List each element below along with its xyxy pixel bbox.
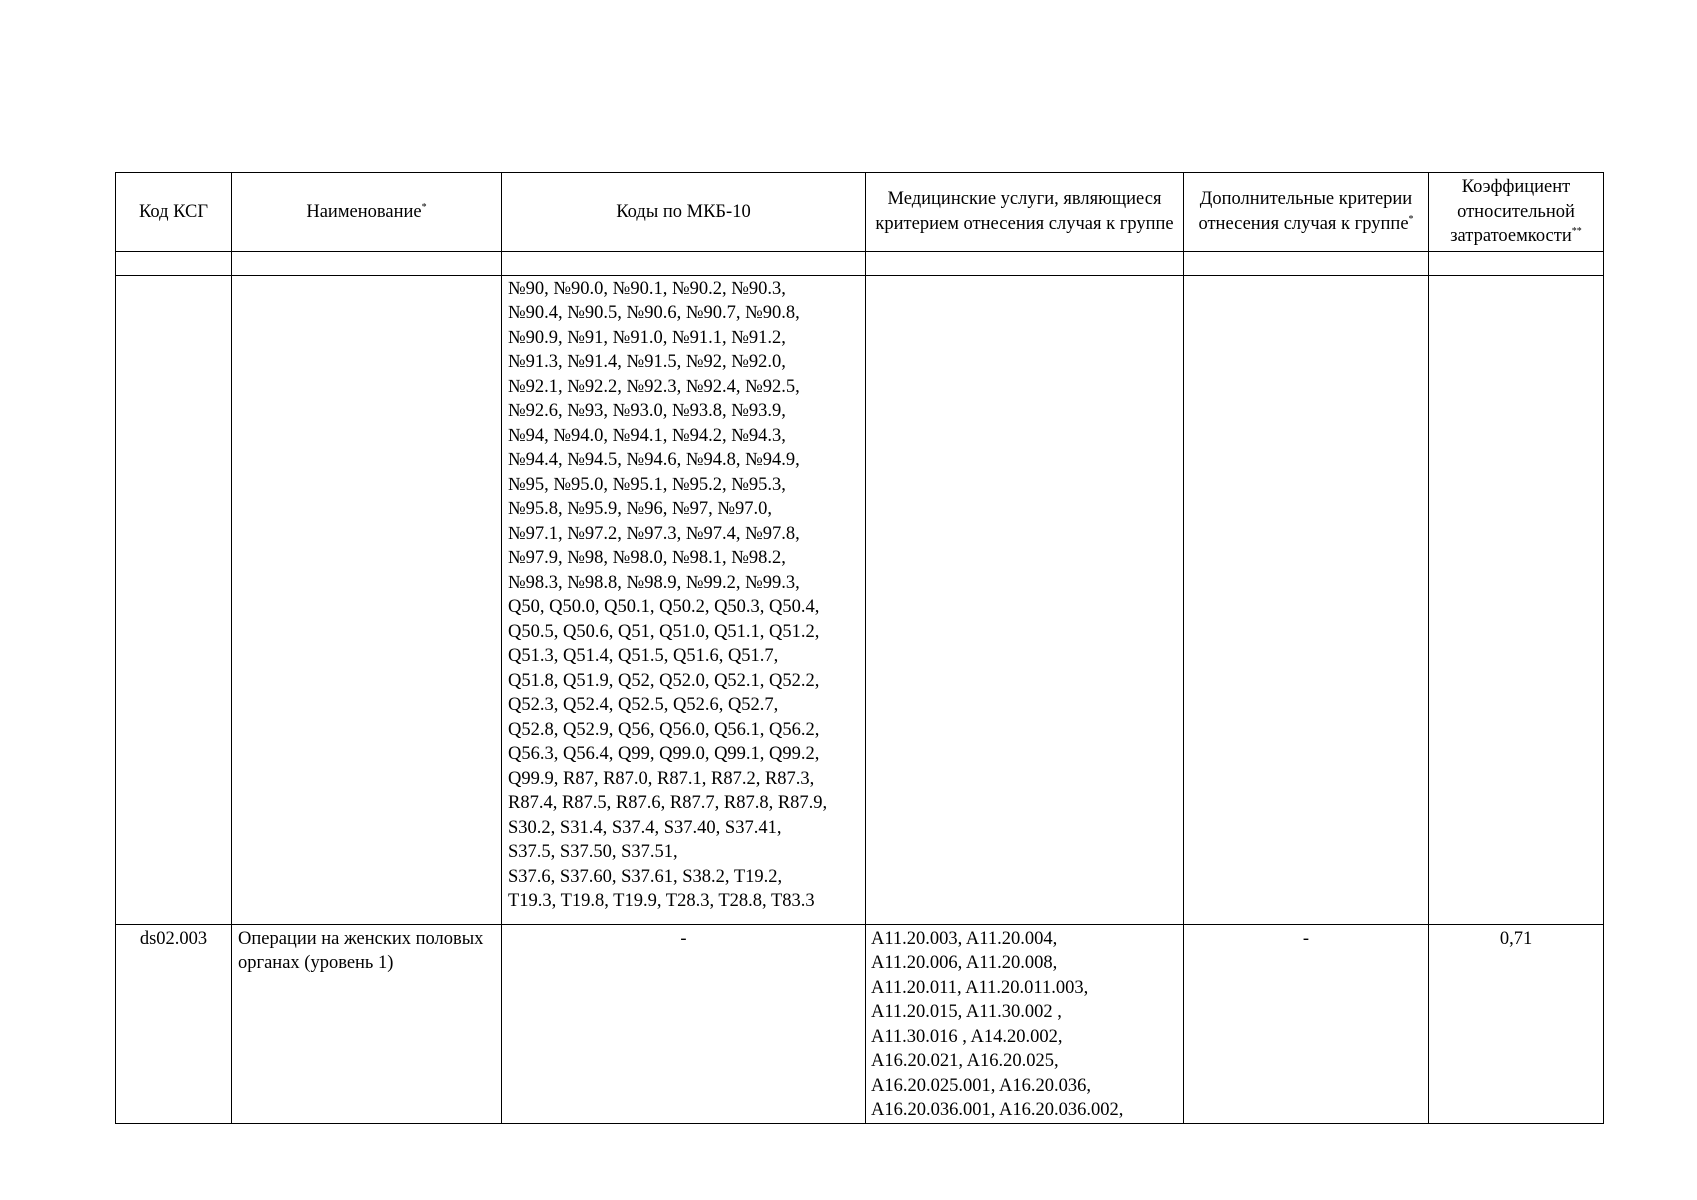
cell-mkb-codes: - — [502, 924, 866, 1123]
header-extra-criteria: Дополнительные критерии отнесения случая к группе* — [1184, 173, 1429, 252]
cell-ksg-code — [116, 275, 232, 924]
cell-name — [232, 275, 502, 924]
cell-mkb-codes: №90, №90.0, №90.1, №90.2, №90.3, №90.4, №90.5, №90.6, №90.7, №90.8, №90.9, №91, №91.0, №91.1, №91.2, №91.3, №91.4, №91.5, №92, №92.0, №92.1, №92.2, №92.3, №92.4, №92.5, №92.6, №93, №93.0, №93.8, №93.9, №94, №94.0, №94.1, №94.2, №94.3, №94.4, №94.5, №94.6, №94.8, №94.9, №95, №95.0, №95.1, №95.2, №95.3, №95.8, №95.9, №96, №97, №97.0, №97.1, №97.2, №97.3, №97.4, №97.8, №97.9, №98, №98.0, №98.1, №98.2, №98.3, №98.8, №98.9, №99.2, №99.3, Q50, Q50.0, Q50.1, Q50.2, Q50.3, Q50.4, Q50.5, Q50.6, Q51, Q51.0, Q51.1, Q51.2, Q51.3, Q51.4, Q51.5, Q51.6, Q51.7, Q51.8, Q51.9, Q52, Q52.0, Q52.1, Q52.2, Q52.3, Q52.4, Q52.5, Q52.6, Q52.7, Q52.8, Q52.9, Q56, Q56.0, Q56.1, Q56.2, Q56.3, Q56.4, Q99, Q99.0, Q99.1, Q99.2, Q99.9, R87, R87.0, R87.1, R87.2, R87.3, R87.4, R87.5, R87.6, R87.7, R87.8, R87.9, S30.2, S31.4, S37.4, S37.40, S37.41, S37.5, S37.50, S37.51, S37.6, S37.60, S37.61, S38.2, T19.2, T19.3, T19.8, T19.9, T28.3, T28.8, T83.3 — [502, 275, 866, 924]
header-ksg-code: Код КСГ — [116, 173, 232, 252]
table-row — [116, 275, 1604, 924]
cell-coefficient: 0,71 — [1429, 924, 1604, 1123]
table-row — [116, 924, 1604, 1123]
cell-coefficient — [1429, 275, 1604, 924]
cell-medical-services: A11.20.003, A11.20.004, A11.20.006, A11.20.008, A11.20.011, A11.20.011.003, A11.20.015, A11.30.002 , A11.30.016 , A14.20.002, A16.20.021, A16.20.025, A16.20.025.001, A16.20.036, A16.20.036.001, A16.20.036.002, — [866, 924, 1184, 1123]
footnote-mark: * — [421, 201, 427, 213]
cell-medical-services — [866, 275, 1184, 924]
footnote-mark: ** — [1571, 225, 1582, 237]
header-coefficient: Коэффициент относительной затратоемкости** — [1429, 173, 1604, 252]
cell-extra-criteria: - — [1184, 924, 1429, 1123]
footnote-mark: * — [1408, 213, 1414, 225]
cell-name: Операции на женских половых органах (уровень 1) — [232, 924, 502, 1123]
table-spacer-row — [116, 251, 1604, 275]
cell-extra-criteria — [1184, 275, 1429, 924]
ksg-table — [115, 172, 1604, 1124]
cell-ksg-code: ds02.003 — [116, 924, 232, 1123]
header-name: Наименование* — [232, 173, 502, 252]
table-header-row — [116, 173, 1604, 252]
header-medical-services: Медицинские услуги, являющиеся критерием отнесения случая к группе — [866, 173, 1184, 252]
header-mkb-codes: Коды по МКБ-10 — [502, 173, 866, 252]
